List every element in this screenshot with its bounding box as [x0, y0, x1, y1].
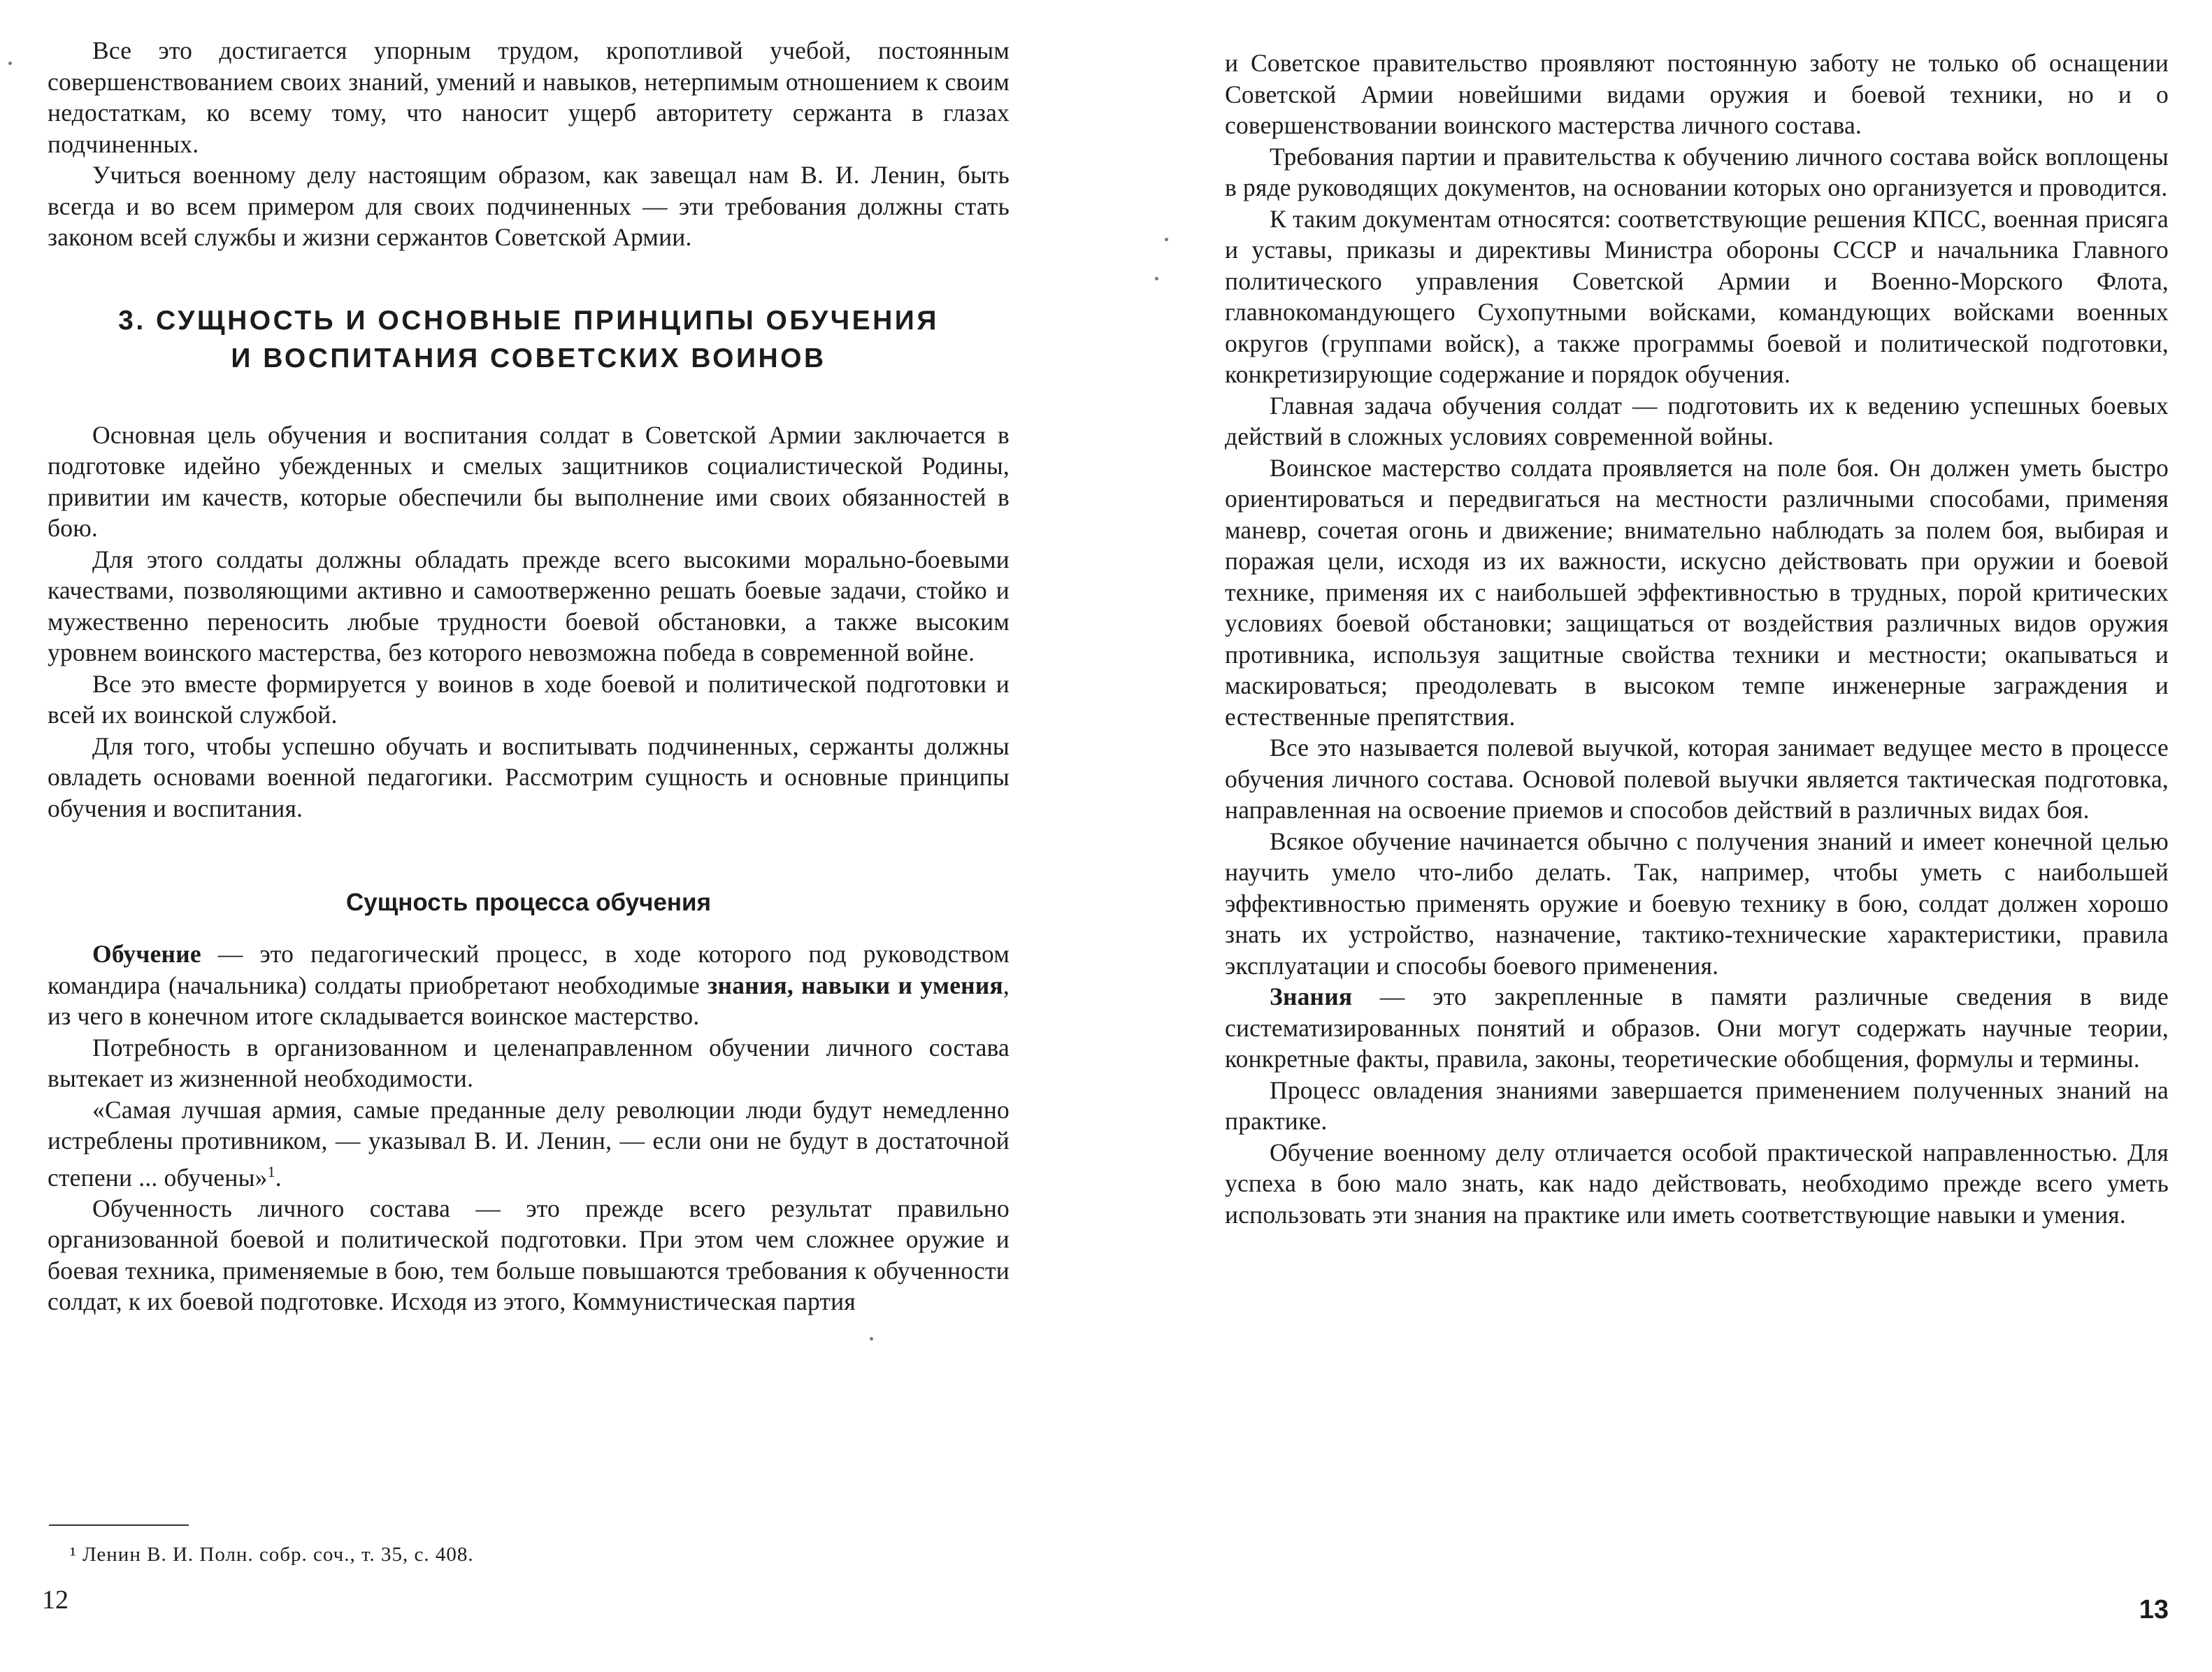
print-speck: [8, 62, 12, 65]
footnote: ¹ Ленин В. И. Полн. собр. соч., т. 35, с. 408.: [70, 1543, 474, 1566]
intro-paragraph-2: Учиться военному делу настоящим образом, как завещал нам В. И. Ленин, быть всегда и во всем примером для своих подчиненных — эти требования должны стать законом всей службы и жизни сержантов Советской Армии.: [48, 161, 1010, 251]
knowledge-paragraph: [1225, 981, 2169, 1075]
page-number-right: 13: [2139, 1595, 2169, 1624]
print-speck: [870, 1337, 873, 1341]
quote-end: .: [275, 1163, 282, 1192]
footnote-marker: 1: [267, 1162, 275, 1180]
definition-term: Обучение: [92, 940, 201, 968]
page-number-left: 12: [42, 1585, 69, 1615]
section-title-line-1: 3. СУЩНОСТЬ И ОСНОВНЫЕ ПРИНЦИПЫ ОБУЧЕНИЯ: [118, 305, 939, 336]
print-speck: [1165, 238, 1168, 241]
section-paragraph-3: Все это вместе формируется у воинов в ходе боевой и политической подготовки и всей их воинской службой.: [48, 669, 1010, 729]
right-paragraph-3: К таким документам относятся: соответствующие решения КПСС, военная присяга и уставы, приказы и директивы Министра обороны СССР и начальника Главного политического управления Советской Армии и Военно-Морского Флота, главнокомандующего Сухопутными войсками, командующих войсками военных округов (группами войск), а также программы боевой и политической подготовки, конкретизирующие содержание и порядок обучения.: [1225, 204, 2169, 388]
right-paragraph-2: Требования партии и правительства к обучению личного состава войск воплощены в ряде руководящих документов, на основании которых оно организуется и проводится.: [1225, 142, 2169, 201]
process-paragraph: Процесс овладения знаниями завершается применением полученных знаний на практике.: [1225, 1076, 2169, 1135]
trained-paragraph: Обученность личного состава — это прежде всего результат правильно организованной боевой и политической подготовки. При этом чем сложнее оружие и боевая техника, применяемые в бою, тем больше повышаются требования к обученности солдат, к их боевой подготовке. Исходя из этого, Коммунистическая партия: [48, 1194, 1010, 1316]
right-paragraph-1: и Советское правительство проявляют постоянную заботу не только об оснащении Советской Армии новейшими видами оружия и боевой техники, но и о совершенствовании воинского мастерства личного состава.: [1225, 49, 2169, 139]
practical-paragraph: Обучение военному делу отличается особой практической направленностью. Для успеха в бою мало знать, как надо действовать, необходимо прежде всего уметь использовать эти знания на практике или иметь соответствующие навыки и умения.: [1225, 1138, 2169, 1229]
knowledge-term: Знания: [1270, 983, 1353, 1010]
definition-paragraph: [48, 938, 1010, 1032]
right-paragraph-4: Главная задача обучения солдат — подготовить их к ведению успешных боевых действий в сложных условиях современной войны.: [1225, 391, 2169, 450]
definition-bold-phrase: знания, навыки и умения: [708, 971, 1003, 999]
definition-text-2: , из чего в конечном итоге складывается воинское мастерство.: [48, 971, 1010, 1030]
section-title: [48, 302, 1010, 378]
footnote-rule: [49, 1524, 189, 1526]
right-paragraph-7: Всякое обучение начинается обычно с получения знаний и имеет конечной целью научить умело что-либо делать. Так, например, чтобы уметь с наибольшей эффективностью применять оружие и боевую технику в бою, солдат должен хорошо знать их устройство, назначение, тактико-технические характеристики, правила эксплуатации и способы боевого применения.: [1225, 827, 2169, 980]
quote-paragraph: [48, 1094, 1010, 1193]
quote-text: «Самая лучшая армия, самые преданные делу революции люди будут немедленно истреблены противником, — указывал В. И. Ленин, — если они не будут в достаточной степени ... обучены»: [48, 1095, 1010, 1192]
definition-text-1: — это педагогический процесс, в ходе которого под руководством командира (начальника) солдаты приобретают необходимые: [48, 940, 1010, 999]
intro-paragraph-1: Все это достигается упорным трудом, кропотливой учебой, постоянным совершенствованием своих знаний, умений и навыков, нетерпимым отношением к своим недостаткам, ко всему тому, что наносит ущерб авторитету сержанта в глазах подчиненных.: [48, 36, 1010, 158]
knowledge-text: — это закрепленные в памяти различные сведения в виде систематизированных понятий и образов. Они могут содержать научные теории, конкретные факты, правила, законы, теоретические обобщения, формулы и термины.: [1225, 983, 2169, 1073]
section-paragraph-2: Для этого солдаты должны обладать прежде всего высокими морально-боевыми качествами, позволяющими активно и самоотверженно решать боевые задачи, стойко и мужественно переносить любые трудности боевой обстановки, а также высоким уровнем воинского мастерства, без которого невозможна победа в современной войне.: [48, 545, 1010, 666]
left-text-column: [48, 35, 1010, 1317]
section-paragraph-1: Основная цель обучения и воспитания солдат в Советской Армии заключается в подготовке идейно убежденных и смелых защитников социалистической Родины, привитии им качеств, которые обеспечили бы выполнение ими своих обязанностей в бою.: [48, 420, 1010, 542]
section-title-line-2: И ВОСПИТАНИЯ СОВЕТСКИХ ВОИНОВ: [231, 343, 826, 373]
right-page: [1106, 0, 2212, 1672]
right-paragraph-6: Все это называется полевой выучкой, которая занимает ведущее место в процессе обучения личного состава. Основой полевой выучки является тактическая подготовка, направленная на освоение приемов и способов действий в различных видах боя.: [1225, 734, 2169, 824]
subsection-title: Сущность процесса обучения: [345, 889, 711, 916]
section-paragraph-4: Для того, чтобы успешно обучать и воспитывать подчиненных, сержанты должны овладеть основами военной педагогики. Рассмотрим сущность и основные принципы обучения и воспитания.: [48, 731, 1010, 822]
right-text-column: [1225, 48, 2169, 1230]
right-paragraph-5: Воинское мастерство солдата проявляется на поле боя. Он должен уметь быстро ориентироваться и передвигаться на местности различными способами, применяя маневр, сочетая огонь и движение; внимательно наблюдать за полем боя, выбирая и поражая цели, исходя из их важности, искусно действовать при оружии и боевой технике, применяя их с наибольшей эффективностью в трудных, порой критических условиях боевой обстановки; защищаться от воздействия различных видов оружия противника, используя защитные свойства техники и местности; окапываться и маскироваться; преодолевать в высоком темпе инженерные заграждения и естественные препятствия.: [1225, 453, 2169, 731]
need-paragraph: Потребность в организованном и целенаправленном обучении личного состава вытекает из жизненной необходимости.: [48, 1033, 1010, 1092]
print-speck: [1155, 277, 1158, 280]
